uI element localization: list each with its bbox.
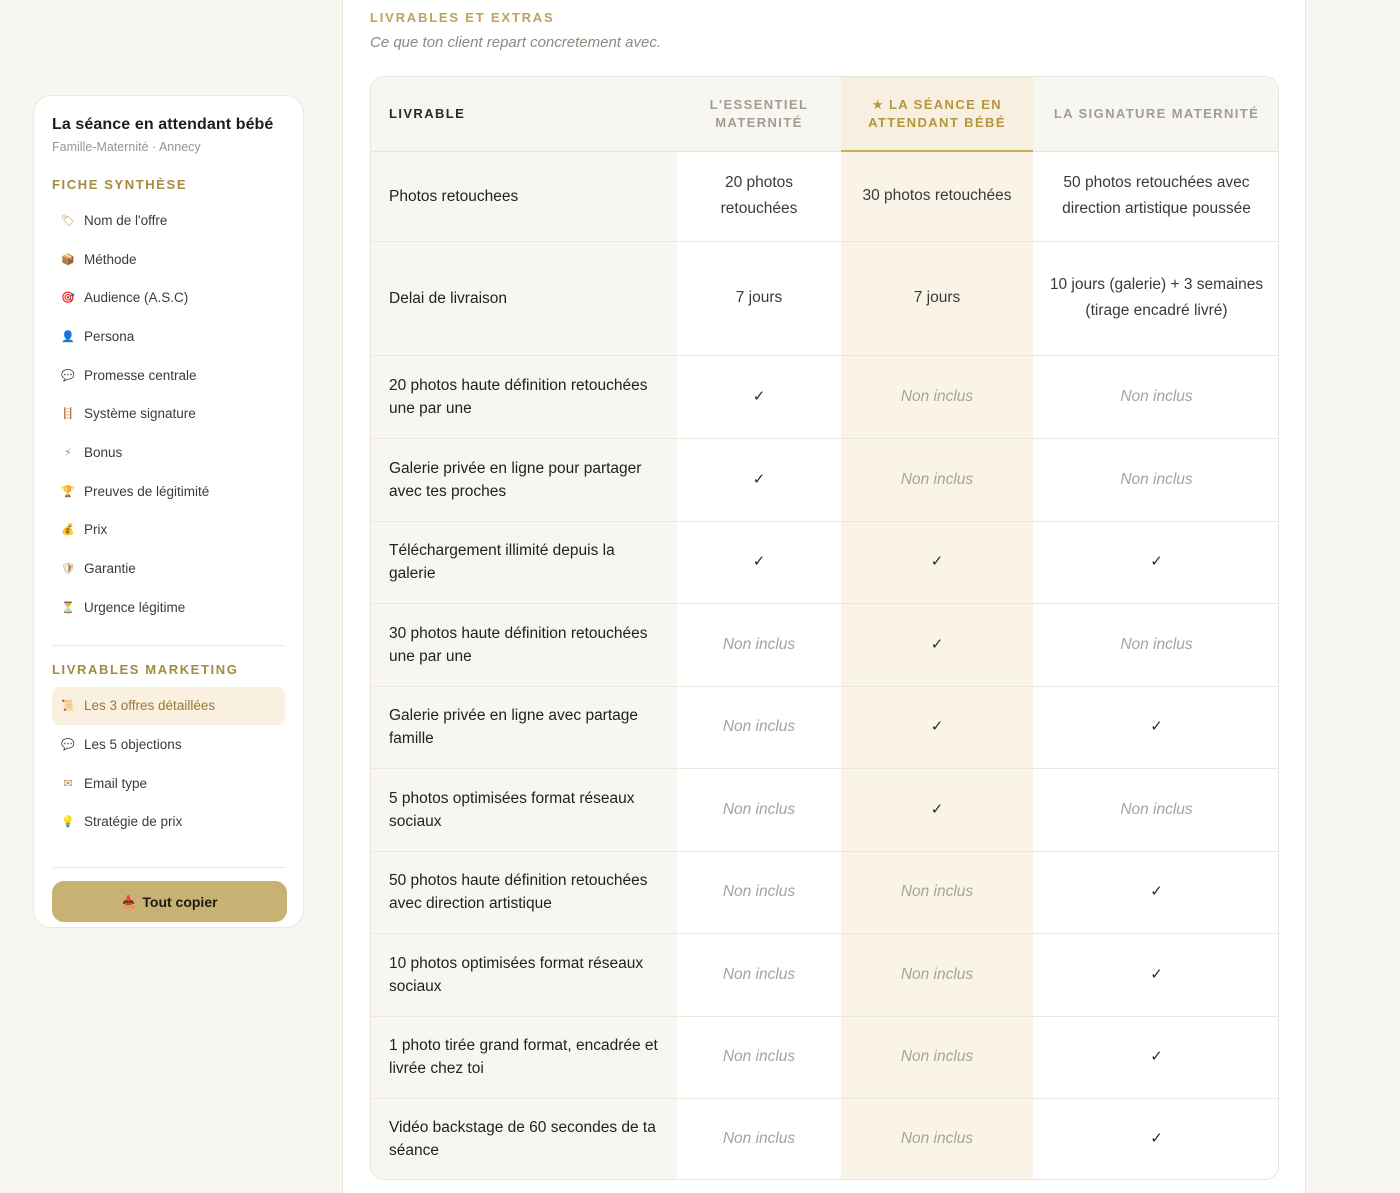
ladder-icon: 🪜	[61, 408, 75, 421]
table-row	[371, 933, 1279, 1016]
not-included-cell: Non inclus	[841, 438, 1033, 521]
sidebar-item[interactable]	[52, 725, 285, 764]
section-heading-synthese: FICHE SYNTHÈSE	[52, 177, 188, 192]
header-seance-highlighted	[841, 77, 1033, 151]
sidebar-item-label: Les 5 objections	[84, 737, 182, 753]
table-row	[371, 1016, 1279, 1098]
included-cell: ✓	[841, 768, 1033, 851]
deliverable-label: Galerie privée en ligne pour partager avec tes proches	[371, 438, 677, 521]
sidebar-item[interactable]	[52, 278, 285, 317]
divider	[52, 645, 285, 646]
not-included-cell: Non inclus	[841, 1098, 1033, 1180]
included-cell: ✓	[1033, 851, 1279, 933]
sidebar-item-label: Email type	[84, 775, 148, 791]
included-cell: ✓	[1033, 933, 1279, 1016]
offer-subtitle: Famille-Maternité · Annecy	[52, 140, 201, 154]
deliverable-label: Galerie privée en ligne avec partage famille	[371, 686, 677, 768]
sidebar-item[interactable]	[52, 201, 285, 240]
speech-bubble-icon: 💬	[61, 369, 75, 382]
not-included-cell: Non inclus	[1033, 355, 1279, 438]
sidebar-item-label: Audience (A.S.C)	[84, 290, 189, 306]
not-included-cell: Non inclus	[722, 1130, 796, 1148]
sidebar-item[interactable]	[52, 472, 285, 511]
speech-bubble-icon: 💬	[61, 739, 75, 752]
table-row	[371, 241, 1279, 355]
sidebar-item[interactable]	[52, 687, 285, 726]
included-cell: ✓	[841, 603, 1033, 686]
table-row	[371, 603, 1279, 686]
included-cell: ✓	[1033, 686, 1279, 768]
not-included-cell: Non inclus	[1033, 603, 1279, 686]
deliverable-label: Téléchargement illimité depuis la galerie	[371, 521, 677, 603]
header-essentiel: L'ESSENTIEL MATERNITÉ	[677, 77, 841, 151]
person-icon: 👤	[61, 330, 75, 343]
sidebar-item-label: Prix	[84, 522, 108, 538]
header-livrable: LIVRABLE	[371, 77, 677, 151]
not-included-cell: Non inclus	[841, 851, 1033, 933]
table-row	[371, 1098, 1279, 1180]
sidebar-item-label: Nom de l'offre	[84, 212, 168, 228]
inbox-tray-icon: 📥	[121, 894, 137, 909]
divider	[52, 867, 285, 868]
not-included-cell: Non inclus	[677, 768, 841, 851]
sidebar-item-label: Garantie	[84, 561, 136, 577]
sidebar-item[interactable]	[52, 764, 285, 803]
sidebar-item-label: Preuves de légitimité	[84, 483, 210, 499]
lightning-icon: ⚡	[64, 446, 72, 459]
table-header-row	[371, 77, 1279, 151]
sidebar-item[interactable]	[52, 803, 285, 842]
target-icon: 🎯	[61, 292, 75, 305]
table-row	[371, 438, 1279, 521]
sidebar-item-label: Les 3 offres détaillées	[84, 698, 216, 714]
sidebar	[33, 95, 304, 928]
hourglass-icon: ⏳	[61, 601, 75, 614]
included-cell: ✓	[677, 438, 841, 521]
package-icon: 📦	[61, 253, 75, 266]
table-row	[371, 686, 1279, 768]
value-cell: 7 jours	[841, 241, 1033, 355]
sidebar-item-label: Bonus	[84, 444, 123, 460]
deliverable-label: 10 photos optimisées format réseaux sociaux	[371, 933, 677, 1016]
deliverable-label: 5 photos optimisées format réseaux sociaux	[371, 768, 677, 851]
marketing-nav	[52, 687, 285, 842]
sidebar-item[interactable]	[52, 394, 285, 433]
not-included-cell: Non inclus	[677, 933, 841, 1016]
deliverable-label: 20 photos haute définition retouchées une par une	[371, 355, 677, 438]
sidebar-item[interactable]	[52, 511, 285, 550]
included-cell: ✓	[1033, 1016, 1279, 1098]
not-included-cell: Non inclus	[677, 686, 841, 768]
sidebar-item-label: Urgence légitime	[84, 599, 186, 615]
deliverables-table	[371, 77, 1279, 1180]
included-cell: ✓	[677, 355, 841, 438]
sidebar-item[interactable]	[52, 240, 285, 279]
trophy-icon: 🏆	[61, 485, 75, 498]
section-heading-marketing: LIVRABLES MARKETING	[52, 661, 239, 677]
sidebar-item-label: Système signature	[84, 406, 196, 422]
sidebar-item[interactable]	[52, 433, 285, 472]
deliverables-table-container	[370, 76, 1279, 1180]
copy-all-button[interactable]	[52, 881, 287, 922]
deliverable-label: 1 photo tirée grand format, encadrée et livrée chez toi	[371, 1016, 677, 1098]
offer-title: La séance en attendant bébé	[52, 116, 274, 133]
table-row	[371, 851, 1279, 933]
included-cell: ✓	[677, 521, 841, 603]
tag-icon: 🏷	[61, 214, 75, 227]
deliverable-label: Photos retouchees	[371, 151, 677, 241]
value-cell: 10 jours (galerie) + 3 semaines (tirage encadré livré)	[1033, 241, 1279, 355]
value-cell: 20 photos retouchées	[677, 151, 841, 241]
not-included-cell: Non inclus	[841, 1016, 1033, 1098]
money-bag-icon: 💰	[61, 524, 75, 537]
included-cell: ✓	[841, 521, 1033, 603]
table-row	[371, 355, 1279, 438]
included-cell: ✓	[1150, 1130, 1163, 1148]
deliverable-label: 50 photos haute définition retouchées avec direction artistique	[371, 851, 677, 933]
sidebar-item[interactable]	[52, 356, 285, 395]
sidebar-item-label: Stratégie de prix	[84, 814, 183, 830]
not-included-cell: Non inclus	[677, 603, 841, 686]
included-cell: ✓	[841, 686, 1033, 768]
sidebar-item-label: Persona	[84, 328, 135, 344]
section-title: LIVRABLES ET EXTRAS	[370, 10, 555, 25]
deliverable-label: Vidéo backstage de 60 secondes de ta séance	[371, 1098, 677, 1180]
value-cell: 50 photos retouchées avec direction artistique poussée	[1033, 151, 1279, 241]
sidebar-item[interactable]	[52, 588, 285, 627]
included-cell: ✓	[1033, 521, 1279, 603]
main-panel	[342, 0, 1306, 1193]
lightbulb-icon: 💡	[61, 816, 75, 829]
header-seance-label: LA SÉANCE EN ATTENDANT BÉBÉ	[868, 96, 1006, 130]
value-cell: 30 photos retouchées	[841, 151, 1033, 241]
sidebar-item[interactable]	[52, 549, 285, 588]
deliverable-label: Delai de livraison	[371, 241, 677, 355]
not-included-cell: Non inclus	[841, 355, 1033, 438]
not-included-cell: Non inclus	[1033, 768, 1279, 851]
envelope-icon: ✉	[63, 777, 73, 790]
star-icon: ★	[871, 96, 885, 112]
sidebar-item-label: Méthode	[84, 251, 137, 267]
header-signature: LA SIGNATURE MATERNITÉ	[1033, 77, 1279, 151]
table-row	[371, 151, 1279, 241]
not-included-cell: Non inclus	[841, 933, 1033, 1016]
copy-all-label: Tout copier	[142, 893, 218, 910]
not-included-cell: Non inclus	[1033, 438, 1279, 521]
section-subtitle: Ce que ton client repart concretement avec.	[370, 34, 661, 51]
scroll-icon: 📜	[61, 700, 75, 713]
not-included-cell: Non inclus	[677, 851, 841, 933]
value-cell: 7 jours	[677, 241, 841, 355]
not-included-cell: Non inclus	[677, 1016, 841, 1098]
table-row	[371, 768, 1279, 851]
shield-icon: 🛡	[61, 563, 75, 576]
sidebar-item[interactable]	[52, 317, 285, 356]
deliverable-label: 30 photos haute définition retouchées une par une	[371, 603, 677, 686]
sidebar-item-label: Promesse centrale	[84, 367, 197, 383]
table-row	[371, 521, 1279, 603]
synthese-nav	[52, 201, 285, 627]
